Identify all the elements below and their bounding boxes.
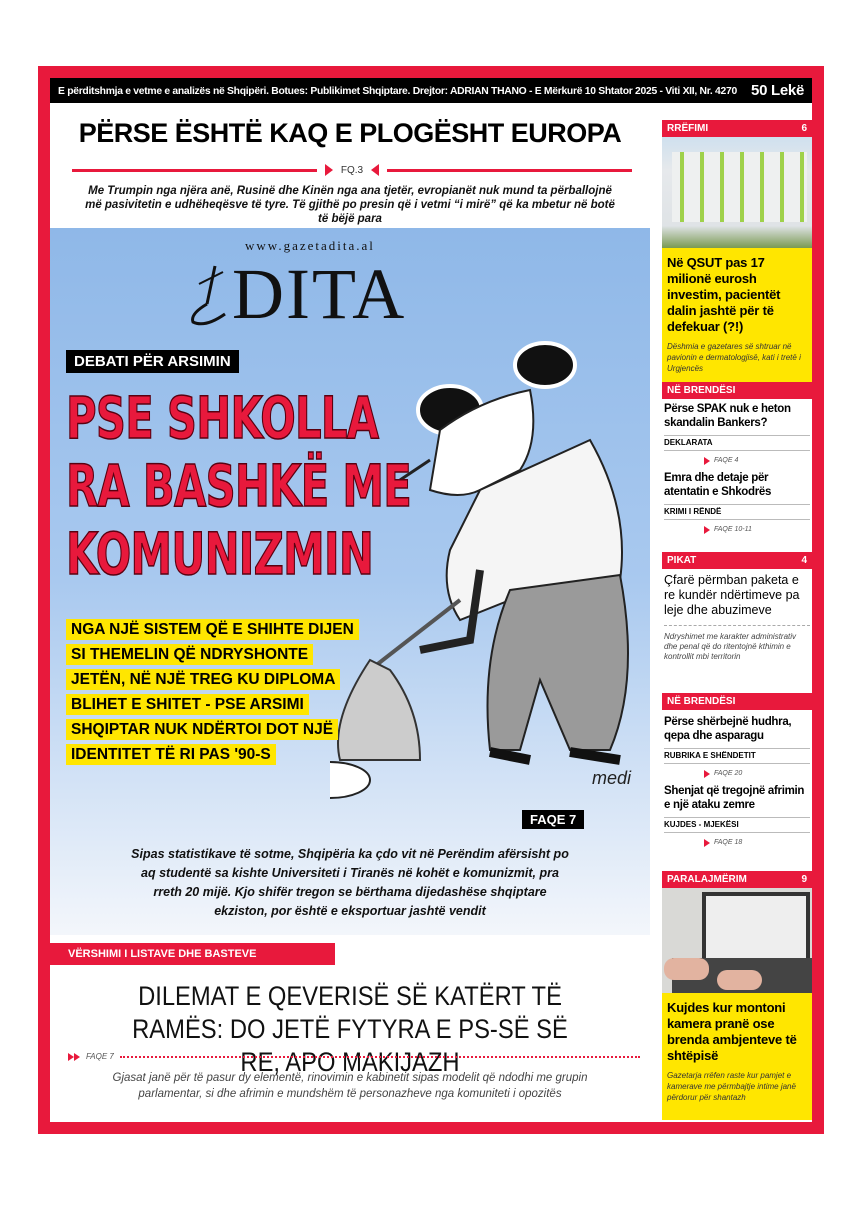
- story-title: Kujdes kur montoni kamera pranë ose brenda ambjenteve të shtëpisë: [667, 1000, 797, 1063]
- item-title: Shenjat që tregojnë afrimin e një ataku zemre: [664, 785, 805, 811]
- sidebar-rrefimi-header: [662, 120, 812, 137]
- top-story-lead: Me Trumpin nga njëra anë, Rusinë dhe Kinën nga ana tjetër, evropianët nuk mund ta përballojnë më pasivitetin e udhëheqësve të tyre. Të gjithë po presin që i vetmi “i mirë” që ka mbetur në botë të bëjë para: [85, 185, 615, 225]
- subhead-line: BLIHET E SHITET - PSE ARSIMI: [66, 694, 309, 715]
- arrow-right-icon: [704, 770, 710, 778]
- dotted-divider: [120, 1056, 640, 1058]
- logo-quill-icon: [185, 264, 235, 328]
- item-page: [704, 838, 810, 847]
- item-kicker: RUBRIKA E SHËNDETIT: [664, 748, 810, 764]
- arrow-right-icon: [704, 526, 710, 534]
- item-kicker: KRIMI I RËNDË: [664, 504, 810, 520]
- section-page: 9: [801, 874, 807, 885]
- sidebar-item[interactable]: [664, 715, 810, 778]
- item-page: [704, 456, 810, 465]
- cartoon-signature: medi: [592, 768, 632, 788]
- sidebar-brendesi-list: [664, 402, 810, 534]
- sidebar-paralajmerim-header: [662, 871, 812, 888]
- sidebar-brendesi-header: [662, 382, 812, 399]
- main-headline-line[interactable]: RA BASHKË ME: [66, 452, 412, 520]
- section-label: RRËFIMI: [667, 123, 709, 134]
- section-label: PIKAT: [667, 555, 697, 566]
- section-label: NË BRENDËSI: [667, 385, 736, 396]
- arrow-left-icon: [371, 164, 379, 176]
- section-label: NË BRENDËSI: [667, 696, 736, 707]
- subhead-line: SI THEMELIN QË NDRYSHONTE: [66, 644, 313, 665]
- sidebar-item[interactable]: [664, 402, 810, 465]
- story-title: Në QSUT pas 17 milionë eurosh investim, pacientët dalin jashtë për të defekuar (?!): [667, 255, 781, 334]
- page-ref: FAQE 18: [714, 839, 743, 846]
- arrow-right-icon: [325, 164, 333, 176]
- sidebar-brendesi2-header: [662, 693, 812, 710]
- page-ref: FQ.3: [340, 164, 364, 176]
- sidebar-brendesi2-list: [664, 715, 810, 847]
- second-story-headline[interactable]: DILEMAT E QEVERISË SË KATËRT TË RAMËS: DO JETË FYTYRA E PS-SË SË RE, APO MAKIJAZH: [132, 981, 568, 1077]
- item-page: [704, 525, 810, 534]
- arrow-right-icon: [74, 1053, 80, 1061]
- subhead-line: JETËN, NË NJË TREG KU DIPLOMA: [66, 669, 340, 690]
- subhead-line: NGA NJË SISTEM QË E SHIHTE DIJEN: [66, 619, 359, 640]
- section-page: 4: [801, 555, 807, 566]
- item-sub: Ndryshimet me karakter administrativ dhe penal që do ritentojnë kthimin e kontrollit mbi territorin: [664, 632, 797, 661]
- top-story-title[interactable]: PËRSE ËSHTË KAQ E PLOGËSHT EUROPA: [78, 118, 622, 148]
- second-story-page-ref: [68, 1052, 640, 1061]
- item-kicker: KUJDES - MJEKËSI: [664, 817, 810, 833]
- arrow-right-icon: [704, 839, 710, 847]
- laptop-photo: [662, 888, 812, 993]
- item-title: Përse shërbejnë hudhra, qepa dhe asparagu: [664, 716, 792, 742]
- main-headline-line[interactable]: PSE SHKOLLA: [66, 384, 379, 452]
- divider: [72, 169, 317, 172]
- sidebar-pikat-header: [662, 552, 812, 569]
- subhead-line: SHQIPTAR NUK NDËRTOI DOT NJË: [66, 719, 338, 740]
- sidebar-item[interactable]: [664, 784, 810, 847]
- main-story-kicker: DEBATI PËR ARSIMIN: [66, 350, 239, 373]
- masthead-info: E përditshmja e vetme e analizës në Shqipëri. Botues: Publikimet Shqiptare. Drejtor: ADRIAN THANO - E Mërkurë 10 Shtator 2025 - Viti XII, Nr. 4270: [58, 84, 737, 97]
- hospital-photo: [662, 137, 812, 248]
- sidebar-paralajmerim-box[interactable]: [662, 993, 812, 1120]
- item-page: [704, 769, 810, 778]
- logo-url: www.gazetadita.al: [245, 238, 375, 253]
- subhead-line: IDENTITET TË RI PAS '90-S: [66, 744, 276, 765]
- main-story-caption: Sipas statistikave të sotme, Shqipëria ka çdo vit në Perëndim afërsisht po aq studentë sa kishte Universiteti i Tiranës në kohët e komunizmit, pra rreth 20 mijë. Kjo shifër tregon se bërthama dijedashëse shqiptare ekziston, por është e eksportuar jashtë vendit: [131, 847, 569, 918]
- item-kicker: DEKLARATA: [664, 435, 810, 451]
- divider: [387, 169, 632, 172]
- section-label: PARALAJMËRIM: [667, 874, 747, 885]
- top-story-page-ref: [72, 160, 632, 180]
- main-story-page[interactable]: FAQE 7: [522, 810, 584, 829]
- page-ref: FAQE 20: [714, 770, 743, 777]
- page-ref: FAQE 10-11: [714, 526, 752, 533]
- story-sub: Dëshmia e gazetares së shtruar në pavionin e dermatologjisë, kati i tretë i Urgjencës: [667, 342, 801, 373]
- item-title: Emra dhe detaje për atentatin e Shkodrës: [664, 472, 772, 498]
- logo: DITA: [232, 254, 407, 334]
- sidebar-pikat-story[interactable]: [664, 573, 810, 662]
- sidebar-rrefimi-box[interactable]: [662, 248, 812, 382]
- story-sub: Gazetarja rrëfen raste kur pamjet e kamerave me përmbajtje intime janë përdorur për shantazh: [667, 1071, 796, 1102]
- page-ref: FAQE 4: [714, 457, 739, 464]
- section-page: 6: [801, 123, 807, 134]
- item-title: Çfarë përmban paketa e re kundër ndërtimeve pa leje dhe abuzimeve: [664, 573, 810, 626]
- sidebar-item[interactable]: [664, 471, 810, 534]
- main-headline-line[interactable]: KOMUNIZMIN: [66, 520, 374, 588]
- second-story-section: VËRSHIMI I LISTAVE DHE BASTEVE: [50, 943, 335, 965]
- price: 50 Lekë: [751, 82, 804, 99]
- arrow-right-icon: [704, 457, 710, 465]
- item-title: Përse SPAK nuk e heton skandalin Bankers?: [664, 403, 791, 429]
- masthead-bar: [50, 78, 812, 103]
- page-ref: FAQE 7: [86, 1052, 114, 1061]
- second-story-summary: Gjasat janë për të pasur dy elementë, rinovimin e kabinetit sipas modelit që ndodhi me grupin parlamentar, si dhe afrimin e mundshëm të personazheve nga komuniteti i opozitës: [112, 1072, 588, 1100]
